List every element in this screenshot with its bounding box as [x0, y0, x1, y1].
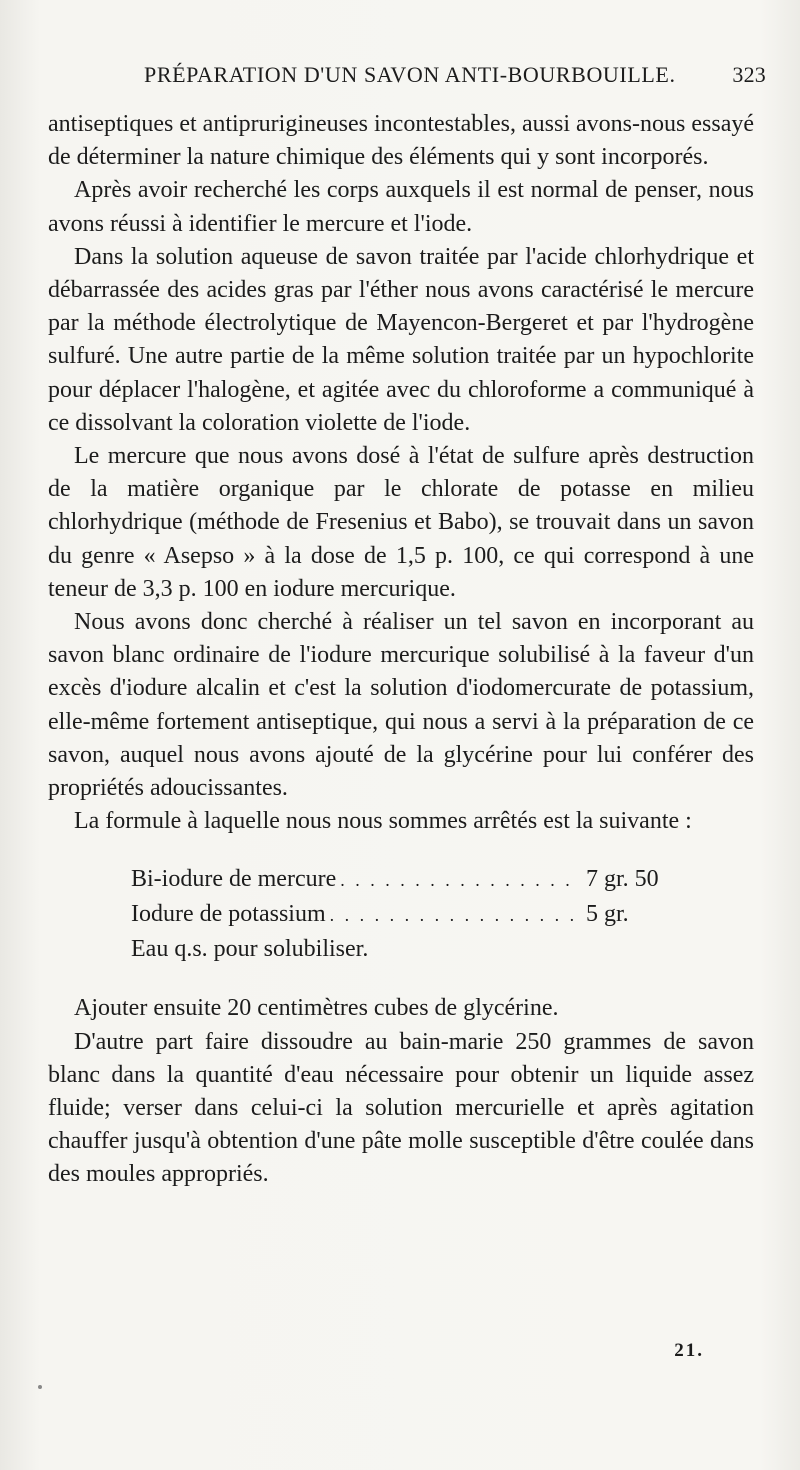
dot-leader [330, 898, 576, 932]
paragraph: Le mercure que nous avons dosé à l'état de sulfure après destruction de la matière organique par le chlorate de potasse en milieu chlorhydrique (méthode de Fresenius et Babo), se trouvait dans un savon du genre « Asepso » à la dose de 1,5 p. 100, ce qui correspond à une teneur de 3,3 p. 100 en iodure mercurique. [48, 443, 754, 602]
dot-leader [340, 863, 576, 897]
formula-ingredient: Bi-iodure de mercure [131, 866, 337, 893]
paragraph: Nous avons donc cherché à réaliser un tel savon en incorporant au savon blanc ordinaire de l'iodure mercurique solubilisé à la faveur d'un excès d'iodure alcalin et c'est la solution d'iodomercurate de potassium, elle-même fortement antiseptique, qui nous a servi à la préparation de ce savon, auquel nous avons ajouté de la glycérine pour lui conférer des propriétés adoucissantes. [48, 609, 754, 802]
paragraph: La formule à laquelle nous nous sommes arrêtés est la suivante : [74, 808, 692, 835]
paragraph: Ajouter ensuite 20 centimètres cubes de glycérine. [74, 995, 559, 1022]
formula-row [131, 932, 691, 966]
formula-quantity: 5 gr. [586, 901, 629, 928]
page-number: 323 [732, 62, 766, 87]
running-head [48, 62, 766, 92]
formula-ingredient: Iodure de potassium [131, 901, 326, 928]
paragraph-continued: antiseptiques et antiprurigineuses incontestables, aussi avons-nous essayé de déterminer la nature chimique des éléments qui y sont incorporés. [48, 111, 754, 171]
signature-mark: 21. [674, 1340, 704, 1361]
formula-ingredient: Eau q.s. pour solubiliser. [131, 936, 369, 963]
formula-row [131, 897, 691, 932]
ink-speck [38, 1385, 42, 1389]
formula-row [131, 862, 691, 897]
paragraph: Après avoir recherché les corps auxquels il est normal de penser, nous avons réussi à identifier le mercure et l'iode. [48, 177, 754, 237]
paragraph: Dans la solution aqueuse de savon traitée par l'acide chlorhydrique et débarrassée des acides gras par l'éther nous avons caractérisé le mercure par la méthode électrolytique de Mayencon-Bergeret et par l'hydrogène sulfuré. Une autre partie de la même solution traitée par un hypochlorite pour déplacer l'halogène, et agitée avec du chloroforme a communiqué à ce dissolvant la coloration violette de l'iode. [48, 243, 754, 436]
paragraph: D'autre part faire dissoudre au bain-marie 250 grammes de savon blanc dans la quantité d'eau nécessaire pour obtenir un liquide assez fluide; verser dans celui-ci la solution mercurielle et après agitation chauffer jusqu'à obtention d'une pâte molle susceptible d'être coulée dans des moules appropriés. [48, 1028, 754, 1188]
formula-quantity: 7 gr. 50 [586, 866, 659, 893]
body-text [48, 108, 754, 1192]
formula-list [131, 862, 691, 966]
running-title: PRÉPARATION D'UN SAVON ANTI-BOURBOUILLE. [144, 62, 676, 87]
